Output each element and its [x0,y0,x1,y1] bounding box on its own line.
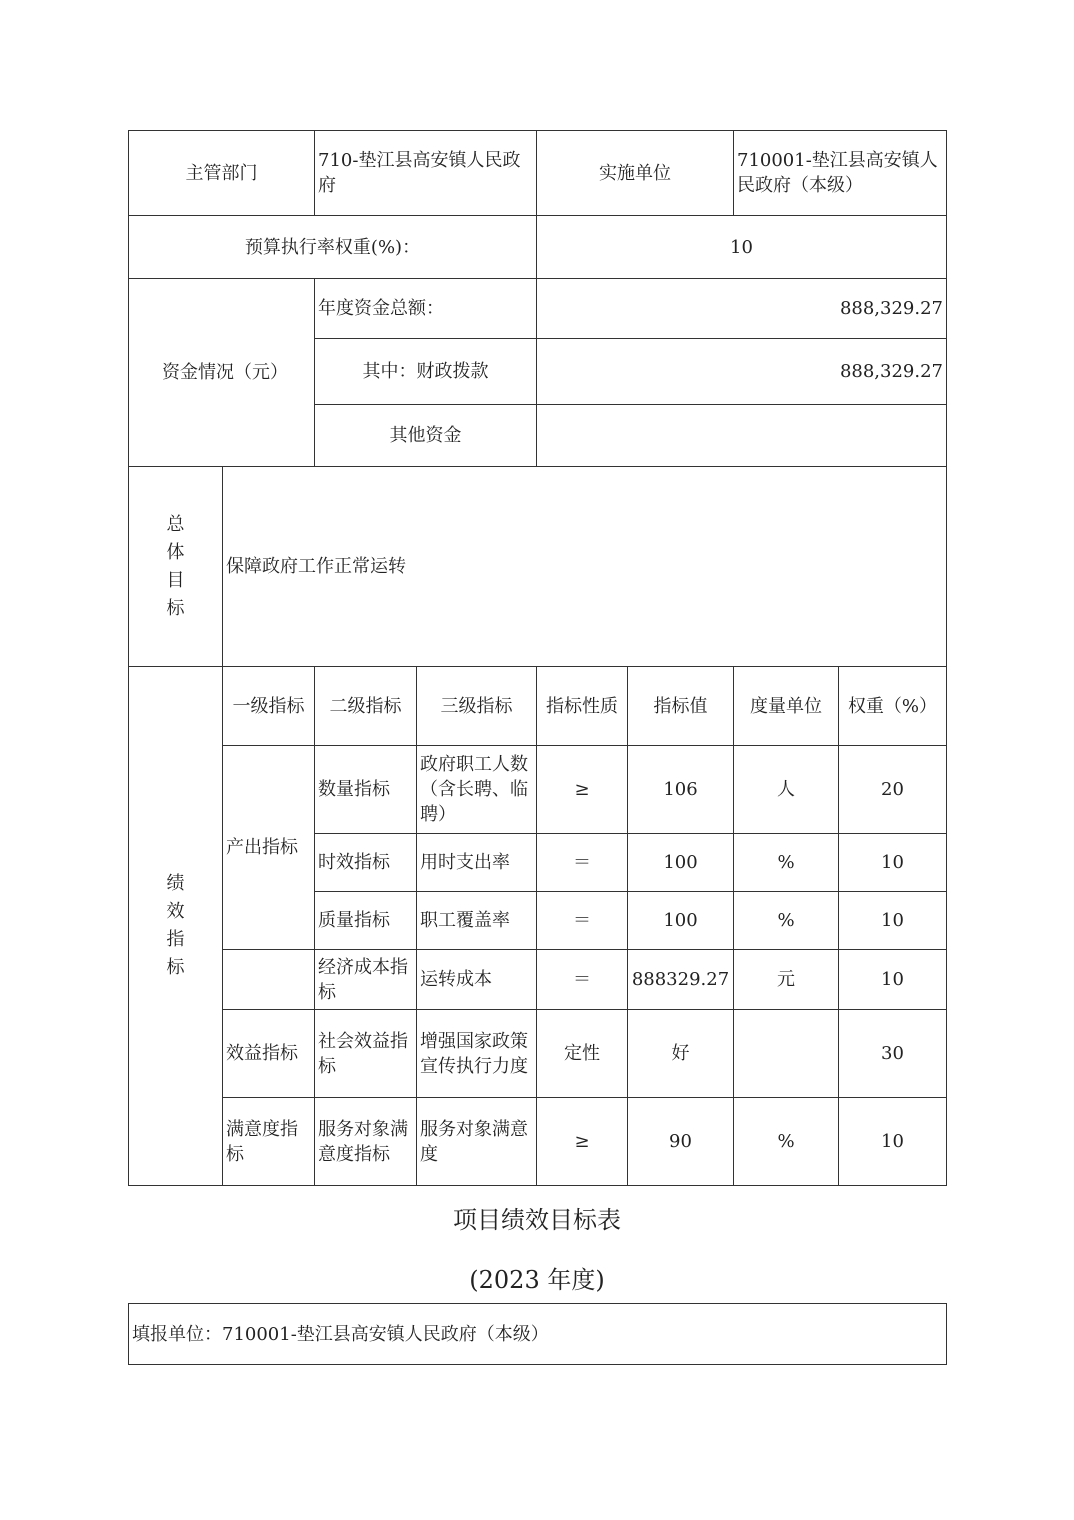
col-header-unit: 度量单位 [750,695,822,717]
goal-label-char: 体 [166,541,185,563]
goal-label-char: 标 [166,597,185,619]
performance-label [129,667,222,1185]
row-value: 106 [663,779,698,800]
dept-label: 主管部门 [185,162,258,184]
goal-label-char: 总 [166,513,185,535]
row-level2: 质量指标 [318,910,390,931]
funds-fiscal-label: 其中：财政拨款 [362,361,489,382]
level1-satisfaction: 满意度指标 [226,1118,298,1165]
goal-text: 保障政府工作正常运转 [226,556,406,577]
row-nature: ＝ [573,910,591,931]
row-level3: 职工覆盖率 [420,910,510,931]
funds-fiscal-value: 888,329.27 [839,361,943,382]
row-weight: 30 [881,1043,904,1064]
funds-total-value: 888,329.27 [839,298,943,319]
level1-output: 产出指标 [226,837,298,858]
row-level2: 经济成本指标 [318,956,408,1003]
row-value: 888329.27 [631,969,730,990]
row-nature: ≥ [574,779,590,800]
row-nature: ＝ [573,852,591,873]
funds-other-value [537,405,946,466]
level1-empty [223,950,314,1009]
row-level3: 运转成本 [420,969,492,990]
row-weight: 10 [881,852,904,873]
row-value: 好 [671,1043,690,1064]
row-unit [734,1010,838,1097]
col-header-nature: 指标性质 [546,695,618,717]
row-level3: 用时支出率 [420,852,510,873]
unit-value: 710001-垫江县高安镇人民政府（本级） [737,150,938,196]
goal-label-char: 目 [166,569,185,591]
row-value: 100 [663,852,698,873]
row-level3: 政府职工人数（含长聘、临聘） [420,754,528,825]
funds-other-label: 其他资金 [389,425,462,446]
col-header-level2: 二级指标 [329,695,402,717]
performance-label-char: 标 [166,957,185,978]
goal-label [129,467,222,666]
filler-unit: 填报单位：710001-垫江县高安镇人民政府（本级） [132,1323,549,1345]
dept-value: 710-垫江县高安镇人民政府 [318,150,521,196]
col-header-level3: 三级指标 [440,695,513,717]
performance-label-char: 指 [166,929,185,950]
page-subtitle: (2023 年度) [469,1266,605,1294]
row-level3: 增强国家政策宣传执行力度 [420,1030,528,1077]
row-weight: 20 [881,779,904,800]
row-weight: 10 [881,910,904,931]
row-unit: 人 [777,779,795,800]
row-nature: ＝ [573,969,591,990]
funds-total-label: 年度资金总额： [318,298,444,319]
performance-label-char: 绩 [166,873,185,894]
col-header-value: 指标值 [653,695,708,717]
unit-label: 实施单位 [599,162,671,184]
row-weight: 10 [881,1131,904,1152]
col-header-level1: 一级指标 [232,695,305,717]
row-value: 90 [669,1131,692,1152]
budget-weight-label: 预算执行率权重(%)： [244,236,421,258]
row-nature: ≥ [574,1131,590,1152]
performance-label-char: 效 [166,901,185,922]
row-nature: 定性 [564,1043,600,1064]
row-unit: % [777,910,795,931]
funds-label: 资金情况（元） [162,362,288,383]
row-value: 100 [663,910,698,931]
row-weight: 10 [881,969,904,990]
level1-benefit: 效益指标 [226,1043,298,1064]
row-unit: % [777,852,795,873]
col-header-weight: 权重（%） [847,695,938,717]
row-level2: 社会效益指标 [318,1030,408,1077]
page-title: 项目绩效目标表 [453,1206,621,1234]
row-unit: % [777,1131,795,1152]
row-level2: 服务对象满意度指标 [318,1118,408,1165]
row-level2: 数量指标 [318,779,390,800]
budget-weight-value: 10 [730,236,753,258]
row-level3: 服务对象满意度 [420,1118,528,1165]
row-unit: 元 [777,969,795,990]
row-level2: 时效指标 [318,852,390,873]
